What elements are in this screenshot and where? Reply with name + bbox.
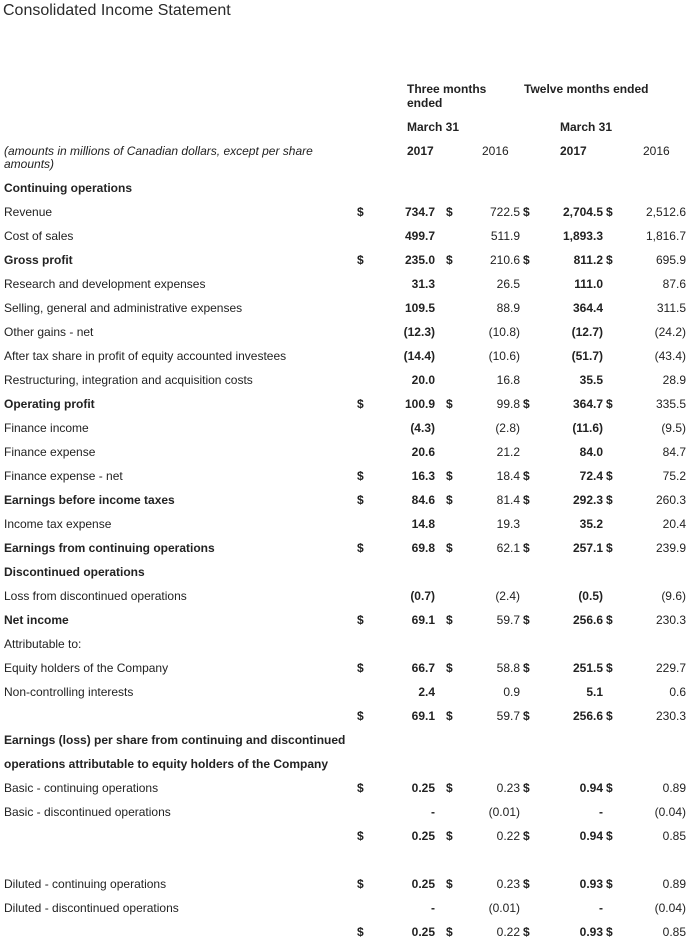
row-value: 1,816.7 [645,229,686,243]
row-value: 16.3 [411,469,435,483]
currency-symbol: $ [606,709,613,723]
table-row [0,224,694,248]
row-value: 0.93 [579,877,603,891]
row-label: Basic - discontinued operations [4,805,171,819]
row-value: (24.2) [654,325,686,339]
currency-symbol: $ [357,493,364,507]
row-value: 69.8 [411,541,435,555]
row-label: Operating profit [4,397,95,411]
currency-symbol: $ [606,925,613,939]
row-label: Basic - continuing operations [4,781,159,795]
table-row [0,176,694,200]
row-label: Other gains - net [4,325,94,339]
table-row [0,416,694,440]
table-row [0,824,694,848]
row-value: (12.3) [403,325,435,339]
currency-symbol: $ [606,493,613,507]
row-value: 111.0 [574,277,603,291]
row-value: 20.0 [411,373,435,387]
row-value: 256.6 [572,709,603,723]
row-label: Net income [4,613,69,627]
row-value: 75.2 [662,469,686,483]
row-label: Cost of sales [4,229,74,243]
table-row [0,800,694,824]
row-label: Loss from discontinued operations [4,589,187,603]
table-row [0,464,694,488]
row-label: Research and development expenses [4,277,206,291]
currency-symbol: $ [523,613,530,627]
row-value: 31.3 [411,277,435,291]
row-value: 81.4 [496,493,520,507]
row-value: 229.7 [655,661,686,675]
row-label: Finance expense - net [4,469,123,483]
currency-symbol: $ [357,469,364,483]
row-value: 251.5 [572,661,603,675]
row-value: 230.3 [655,709,686,723]
row-value: (10.6) [488,349,520,363]
row-value: 256.6 [572,613,603,627]
row-value: (0.01) [488,805,520,819]
row-value: 19.3 [496,517,520,531]
row-value: 0.23 [496,877,520,891]
row-value: (0.5) [578,589,603,603]
row-value: 26.5 [496,277,520,291]
table-row [0,248,694,272]
row-value: 0.25 [411,781,435,795]
table-row [0,296,694,320]
year-2017-three-months: 2017 [407,144,434,158]
currency-symbol: $ [446,781,453,795]
row-value: 0.85 [662,925,686,939]
row-value: 72.4 [579,469,603,483]
currency-symbol: $ [357,781,364,795]
row-value: 59.7 [496,613,520,627]
row-value: (43.4) [654,349,686,363]
row-value: (0.7) [410,589,435,603]
row-value: 28.9 [662,373,686,387]
currency-symbol: $ [446,661,453,675]
row-value: (4.3) [410,421,435,435]
currency-symbol: $ [446,829,453,843]
currency-symbol: $ [523,661,530,675]
currency-symbol: $ [523,205,530,219]
currency-symbol: $ [606,877,613,891]
currency-symbol: $ [357,253,364,267]
row-value: 100.9 [404,397,435,411]
row-value: 2,704.5 [562,205,603,219]
table-row [0,704,694,728]
currency-symbol: $ [523,493,530,507]
row-value: 35.2 [579,517,603,531]
table-row [0,680,694,704]
currency-symbol: $ [523,709,530,723]
table-row [0,344,694,368]
row-value: 0.6 [669,685,686,699]
row-label: Income tax expense [4,517,112,531]
table-row [0,920,694,944]
row-value: - [599,805,603,819]
row-value: 811.2 [573,253,603,267]
row-label: Attributable to: [4,637,82,651]
row-label: Earnings from continuing operations [4,541,215,555]
row-value: 0.89 [662,781,686,795]
row-value: (14.4) [403,349,435,363]
row-value: 0.93 [579,925,603,939]
currency-symbol: $ [606,829,613,843]
row-value: - [431,805,435,819]
row-value: 58.8 [496,661,520,675]
row-value: 2,512.6 [645,205,686,219]
row-label: Selling, general and administrative expenses [4,301,243,315]
row-value: 2.4 [418,685,435,699]
currency-symbol: $ [606,205,613,219]
currency-symbol: $ [523,877,530,891]
table-row [0,584,694,608]
row-label: Diluted - discontinued operations [4,901,179,915]
currency-symbol: $ [446,541,453,555]
row-label: Finance income [4,421,89,435]
row-value: 69.1 [411,613,435,627]
twelve-months-header: Twelve months ended [524,82,649,96]
table-row [0,392,694,416]
row-value: (2.4) [495,589,520,603]
currency-symbol: $ [523,253,530,267]
row-value: 239.9 [655,541,686,555]
row-value: 62.1 [496,541,520,555]
row-value: 20.4 [662,517,686,531]
row-value: 21.2 [496,445,520,459]
row-value: 0.94 [579,829,603,843]
row-value: 1,893.3 [562,229,603,243]
row-value: 235.0 [404,253,435,267]
row-value: 0.94 [579,781,603,795]
row-value: 59.7 [496,709,520,723]
row-value: 20.6 [411,445,435,459]
row-label: Continuing operations [4,181,132,195]
row-value: 0.9 [503,685,520,699]
currency-symbol: $ [606,397,613,411]
row-value: 0.23 [496,781,520,795]
page-title: Consolidated Income Statement [3,2,231,19]
row-value: 499.7 [404,229,435,243]
row-value: (10.8) [488,325,520,339]
currency-symbol: $ [446,709,453,723]
row-value: - [431,901,435,915]
row-label: Earnings (loss) per share from continuing and discontinued [4,733,346,747]
year-2017-twelve-months: 2017 [560,144,587,158]
row-value: (9.5) [661,421,686,435]
table-row [0,896,694,920]
row-value: 99.8 [496,397,520,411]
table-row [0,536,694,560]
currency-symbol: $ [446,253,453,267]
currency-symbol: $ [606,469,613,483]
units-note: (amounts in millions of Canadian dollars, except per share amounts) [4,144,313,171]
table-row [0,872,694,896]
row-value: 260.3 [655,493,686,507]
row-value: 722.5 [489,205,520,219]
currency-symbol: $ [446,613,453,627]
row-value: 335.5 [655,397,686,411]
row-value: 257.1 [572,541,603,555]
row-value: - [599,901,603,915]
row-label: Finance expense [4,445,96,459]
currency-symbol: $ [446,469,453,483]
row-value: 66.7 [411,661,435,675]
table-row [0,368,694,392]
currency-symbol: $ [606,541,613,555]
currency-symbol: $ [446,205,453,219]
row-value: 0.25 [411,925,435,939]
row-value: 292.3 [572,493,603,507]
currency-symbol: $ [606,613,613,627]
year-2016-three-months: 2016 [482,144,509,158]
row-label: Restructuring, integration and acquisition costs [4,373,253,387]
currency-symbol: $ [357,205,364,219]
row-value: 0.25 [411,829,435,843]
table-row [0,560,694,584]
table-row [0,752,694,776]
currency-symbol: $ [357,661,364,675]
currency-symbol: $ [523,925,530,939]
row-value: 511.9 [490,229,520,243]
row-value: 230.3 [655,613,686,627]
row-label: operations attributable to equity holders of the Company [4,757,329,771]
row-value: 84.0 [579,445,603,459]
table-row [0,728,694,752]
currency-symbol: $ [357,709,364,723]
currency-symbol: $ [523,541,530,555]
currency-symbol: $ [357,925,364,939]
row-value: (12.7) [571,325,603,339]
row-label: Diluted - continuing operations [4,877,167,891]
currency-symbol: $ [446,493,453,507]
row-value: 734.7 [404,205,435,219]
currency-symbol: $ [357,877,364,891]
row-value: 0.22 [496,925,520,939]
row-value: 695.9 [655,253,686,267]
table-row [0,512,694,536]
table-row [0,656,694,680]
row-label: After tax share in profit of equity accounted investees [4,349,287,363]
currency-symbol: $ [523,469,530,483]
period-twelve-months: March 31 [560,120,613,134]
table-row [0,632,694,656]
currency-symbol: $ [446,925,453,939]
row-label: Discontinued operations [4,565,145,579]
row-value: 16.8 [496,373,520,387]
currency-symbol: $ [523,781,530,795]
row-value: 364.4 [572,301,603,315]
row-value: 18.4 [496,469,520,483]
row-value: (0.01) [488,901,520,915]
row-label: Revenue [4,205,53,219]
table-row [0,608,694,632]
row-value: 88.9 [496,301,520,315]
row-label: Equity holders of the Company [4,661,169,675]
currency-symbol: $ [606,253,613,267]
row-value: 87.6 [662,277,686,291]
row-value: 311.5 [656,301,686,315]
table-row [0,200,694,224]
row-value: 210.6 [489,253,520,267]
year-2016-twelve-months: 2016 [643,144,670,158]
currency-symbol: $ [446,397,453,411]
table-row [0,272,694,296]
row-value: 0.85 [662,829,686,843]
currency-symbol: $ [523,829,530,843]
row-value: 109.5 [404,301,435,315]
row-value: 0.22 [496,829,520,843]
currency-symbol: $ [357,613,364,627]
row-value: (0.04) [654,901,686,915]
currency-symbol: $ [357,829,364,843]
row-label: Non-controlling interests [4,685,134,699]
row-label: Gross profit [4,253,73,267]
row-value: (0.04) [654,805,686,819]
row-value: (51.7) [571,349,603,363]
row-label: Earnings before income taxes [4,493,175,507]
row-value: 0.25 [411,877,435,891]
table-row [0,488,694,512]
row-value: 14.8 [411,517,435,531]
currency-symbol: $ [446,877,453,891]
row-value: 0.89 [662,877,686,891]
table-row [0,440,694,464]
row-value: 5.1 [586,685,603,699]
row-value: 84.6 [411,493,435,507]
row-value: (11.6) [572,421,603,435]
table-row [0,776,694,800]
currency-symbol: $ [357,397,364,411]
three-months-header: Three months ended [407,82,487,110]
table-row [0,320,694,344]
row-value: 69.1 [411,709,435,723]
currency-symbol: $ [606,781,613,795]
row-value: (2.8) [495,421,520,435]
row-value: 35.5 [579,373,603,387]
row-value: 364.7 [572,397,603,411]
currency-symbol: $ [523,397,530,411]
currency-symbol: $ [606,661,613,675]
row-value: 84.7 [662,445,686,459]
row-value: (9.6) [661,589,686,603]
period-three-months: March 31 [407,120,460,134]
currency-symbol: $ [357,541,364,555]
